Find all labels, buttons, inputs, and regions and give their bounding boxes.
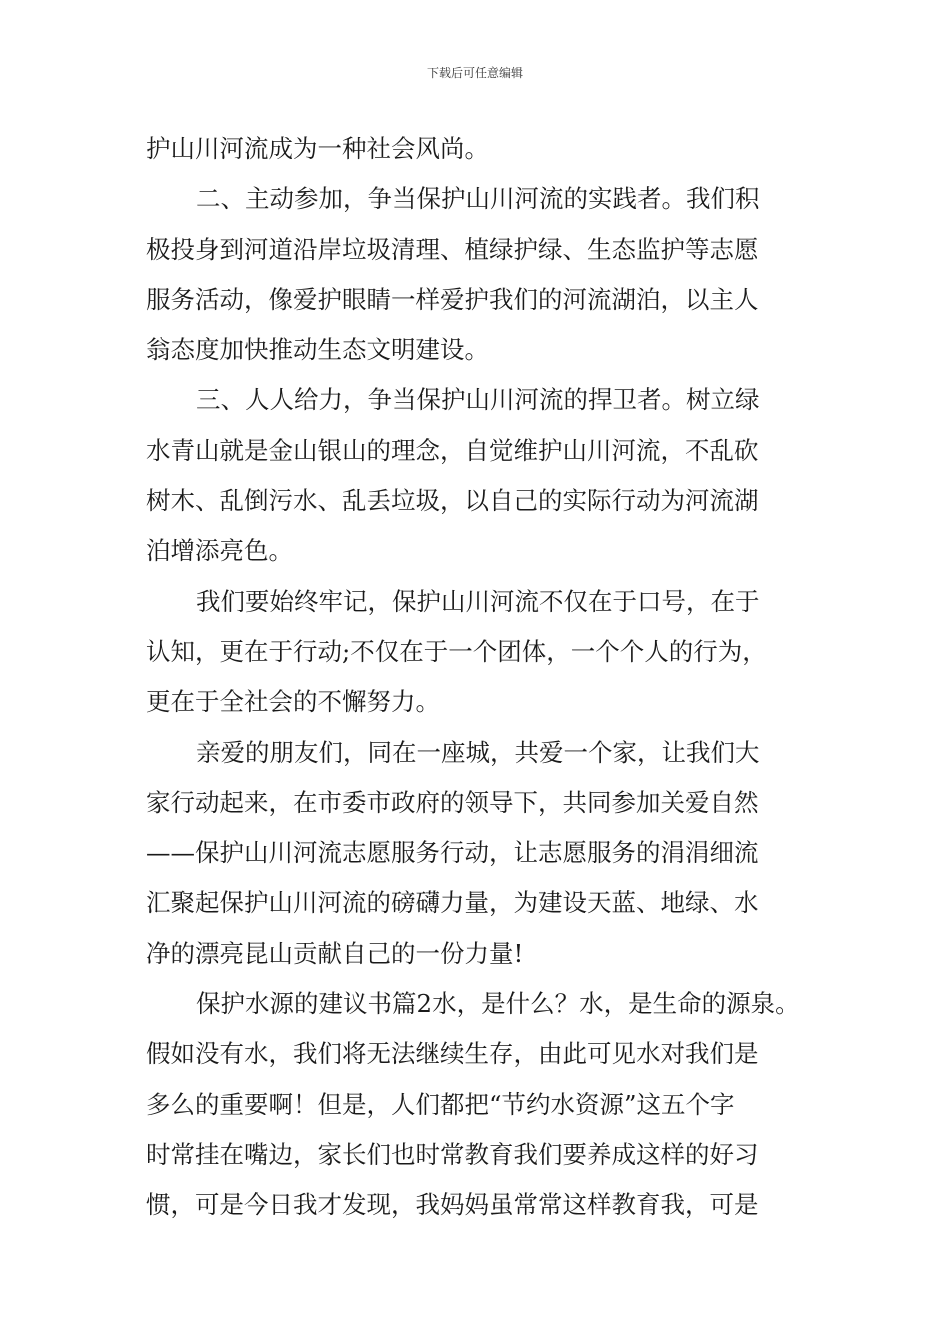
text-line: 泊增添亮色。 (146, 536, 293, 566)
text-line: 多么的重要啊！但是，人们都把“节约水资源”这五个字 (146, 1089, 735, 1119)
text-line: 更在于全社会的不懈努力。 (146, 687, 440, 717)
page-header: 下载后可任意编辑 (426, 66, 523, 80)
text-line: 翁态度加快推动生态文明建设。 (146, 335, 489, 365)
text-line: 时常挂在嘴边，家长们也时常教育我们要养成这样的好习 (146, 1139, 759, 1169)
text-line: 我们要始终牢记，保护山川河流不仅在于口号，在于 (196, 586, 760, 616)
text-line: 服务活动，像爱护眼睛一样爱护我们的河流湖泊，以主人 (146, 284, 759, 314)
text-line: 净的漂亮昆山贡献自己的一份力量! (146, 938, 524, 968)
text-line: 保护水源的建议书篇2水，是什么？水，是生命的源泉。 (196, 989, 800, 1019)
text-line: 认知，更在于行动;不仅在于一个团体，一个个人的行为， (146, 636, 767, 666)
text-line: 水青山就是金山银山的理念，自觉维护山川河流，不乱砍 (146, 435, 759, 465)
text-line: 假如没有水，我们将无法继续生存，由此可见水对我们是 (146, 1039, 759, 1069)
text-line: 亲爱的朋友们，同在一座城，共爱一个家，让我们大 (196, 737, 760, 767)
text-line: 家行动起来，在市委市政府的领导下，共同参加关爱自然 (146, 787, 759, 817)
text-line: 三、人人给力，争当保护山川河流的捍卫者。树立绿 (196, 385, 760, 415)
text-line: 二、主动参加，争当保护山川河流的实践者。我们积 (196, 184, 760, 214)
text-line: 树木、乱倒污水、乱丢垃圾，以自己的实际行动为河流湖 (146, 486, 759, 516)
text-line: 汇聚起保护山川河流的磅礴力量，为建设天蓝、地绿、水 (146, 888, 759, 918)
text-line: ——保护山川河流志愿服务行动，让志愿服务的涓涓细流 (146, 838, 759, 868)
text-line: 护山川河流成为一种社会风尚。 (146, 134, 489, 163)
document-body (146, 124, 846, 1231)
text-line: 惯，可是今日我才发现，我妈妈虽常常这样教育我，可是 (146, 1190, 759, 1220)
text-line: 极投身到河道沿岸垃圾清理、植绿护绿、生态监护等志愿 (146, 234, 759, 264)
